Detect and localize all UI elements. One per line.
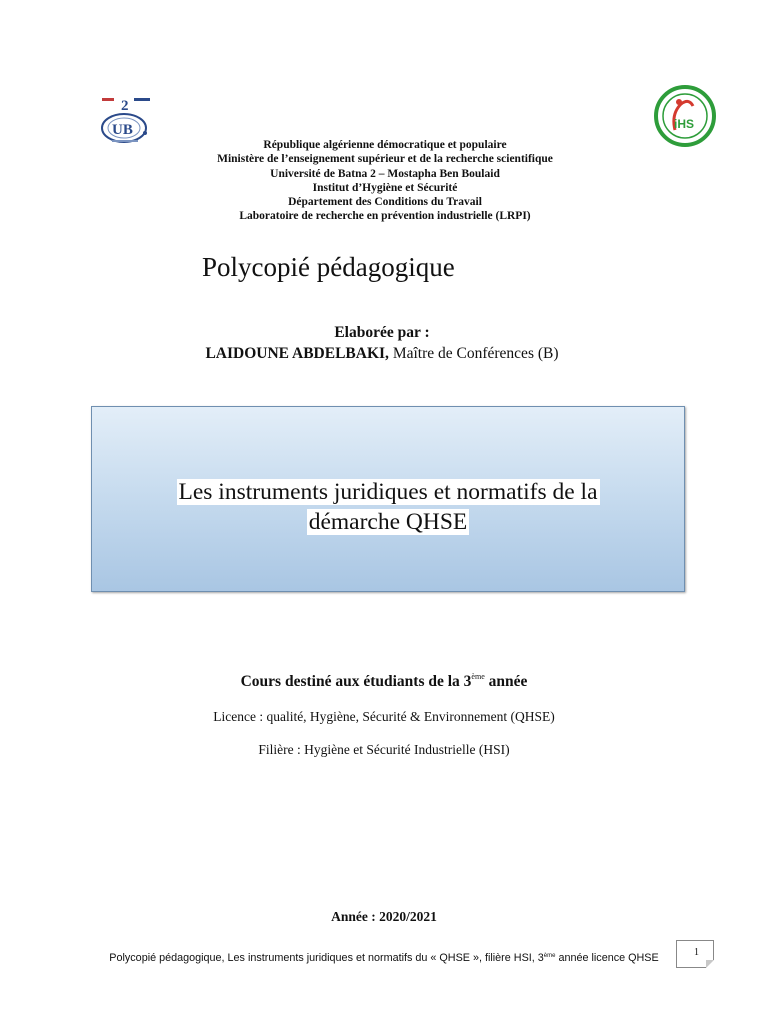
author-label: Elaborée par : — [334, 324, 430, 341]
course-title-line-2: démarche QHSE — [308, 509, 468, 535]
header-line-laboratory: Laboratoire de recherche en prévention industrielle (LRPI) — [239, 210, 531, 223]
course-audience — [120, 672, 648, 691]
institute-logo — [653, 84, 717, 148]
filiere-line: Filière : Hygiène et Sécurité Industrielle (HSI) — [258, 742, 510, 757]
author-block — [150, 322, 614, 364]
document-title: Polycopié pédagogique — [202, 252, 455, 282]
header-line-ministry: Ministère de l’enseignement supérieur et de la recherche scientifique — [217, 153, 553, 166]
course-audience-suffix: année — [484, 673, 528, 690]
footer-suffix: année licence QHSE — [555, 952, 659, 964]
author-line — [150, 343, 614, 364]
course-audience-prefix: Cours destiné aux étudiants de la 3 — [240, 673, 472, 690]
author-rank: Maître de Conférences (B) — [388, 345, 559, 362]
header-line-department: Département des Conditions du Travail — [288, 196, 482, 209]
header-line-university: Université de Batna 2 – Mostapha Ben Boulaid — [270, 167, 500, 180]
course-title-box — [91, 406, 685, 592]
page-number: 1 — [694, 947, 699, 958]
page-footer — [100, 952, 668, 964]
footer-sup: ème — [543, 953, 556, 959]
logo-right-letters: iHS — [674, 117, 695, 131]
course-title — [92, 477, 684, 537]
logo-left-letters: UB — [112, 122, 133, 138]
logo-left-number: 2 — [121, 98, 129, 114]
page-number-box — [676, 940, 714, 968]
header-line-institute: Institut d’Hygiène et Sécurité — [312, 181, 458, 194]
footer-prefix: Polycopié pédagogique, Les instruments juridiques et normatifs du « QHSE », filière HSI, 3 — [109, 952, 544, 964]
course-title-line-1: Les instruments juridiques et normatifs de la — [178, 479, 598, 505]
author-name: LAIDOUNE ABDELBAKI, — [205, 345, 389, 362]
university-logo — [98, 96, 158, 146]
header-line-republic: République algérienne démocratique et populaire — [263, 139, 507, 151]
course-audience-sup: ème — [471, 672, 485, 681]
academic-year: Année : 2020/2021 — [331, 909, 437, 924]
page-fold-icon — [706, 960, 714, 968]
licence-line: Licence : qualité, Hygiène, Sécurité & Environnement (QHSE) — [213, 709, 555, 724]
institution-header — [150, 138, 620, 224]
